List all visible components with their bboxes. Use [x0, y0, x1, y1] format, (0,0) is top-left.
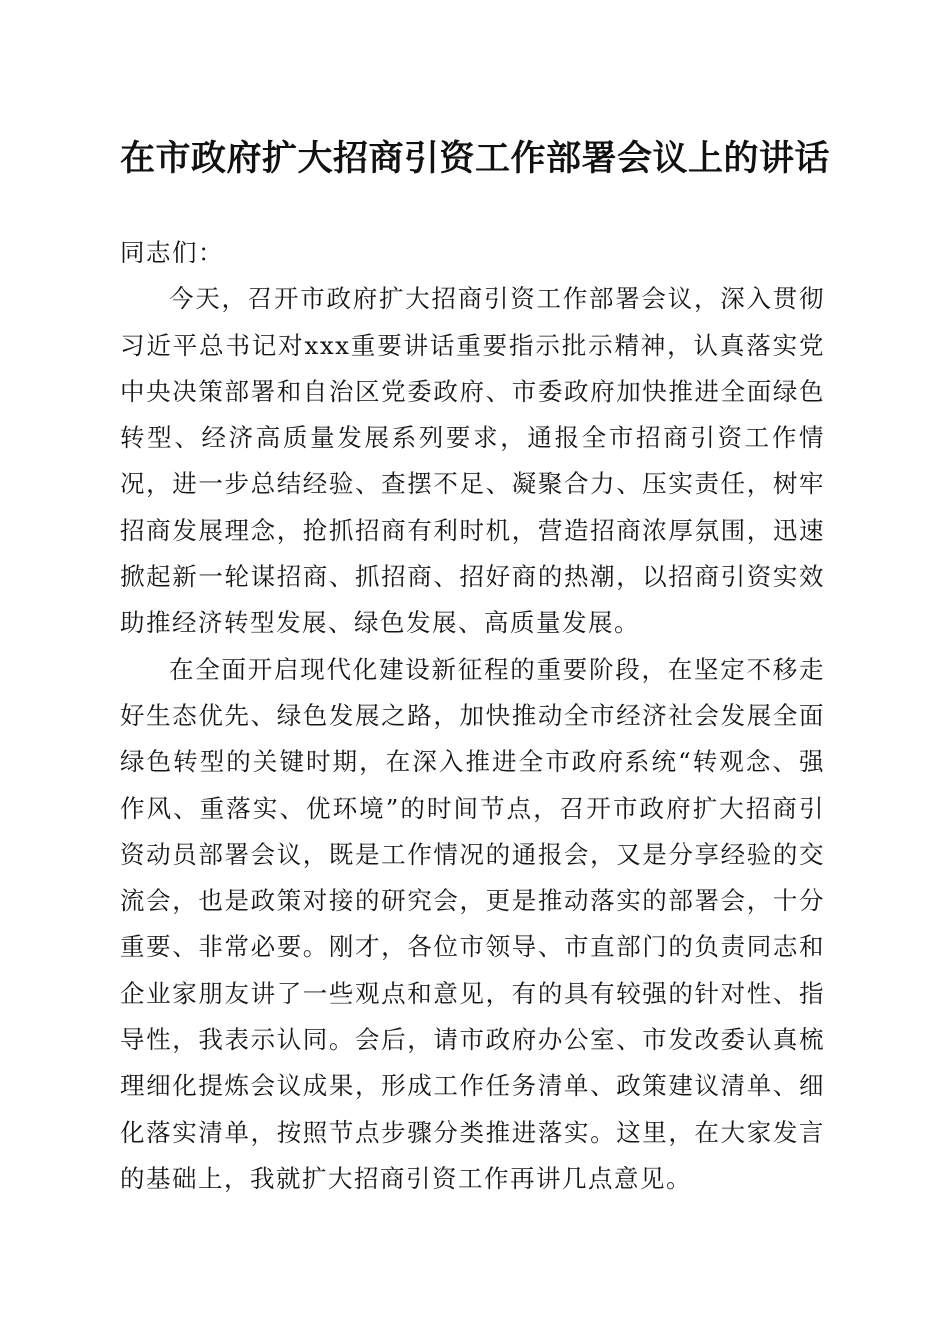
document-body — [120, 230, 825, 1202]
salutation: 同志们： — [120, 238, 224, 267]
paragraph-1: 今天，召开市政府扩大招商引资工作部署会议，深入贯彻习近平总书记对xxx重要讲话重要指示批示精神，认真落实党中央决策部署和自治区党委政府、市委政府加快推进全面绿色转型、经济高质量发展系列要求，通报全市招商引资工作情况，进一步总结经验、查摆不足、凝聚合力、压实责任，树牢招商发展理念，抢抓招商有利时机，营造招商浓厚氛围，迅速掀起新一轮谋招商、抓招商、招好商的热潮，以招商引资实效助推经济转型发展、绿色发展、高质量发展。 — [120, 284, 825, 638]
paragraph-2: 在全面开启现代化建设新征程的重要阶段，在坚定不移走好生态优先、绿色发展之路，加快推动全市经济社会发展全面绿色转型的关键时期，在深入推进全市政府系统“转观念、强作风、重落实、优环境”的时间节点，召开市政府扩大招商引资动员部署会议，既是工作情况的通报会，又是分享经验的交流会，也是政策对接的研究会，更是推动落实的部署会，十分重要、非常必要。刚才，各位市领导、市直部门的负责同志和企业家朋友讲了一些观点和意见，有的具有较强的针对性、指导性，我表示认同。会后，请市政府办公室、市发改委认真梳理细化提炼会议成果，形成工作任务清单、政策建议清单、细化落实清单，按照节点步骤分类推进落实。这里，在大家发言的基础上，我就扩大招商引资工作再讲几点意见。 — [120, 654, 825, 1193]
document-title: 在市政府扩大招商引资工作部署会议上的讲话 — [119, 138, 830, 179]
